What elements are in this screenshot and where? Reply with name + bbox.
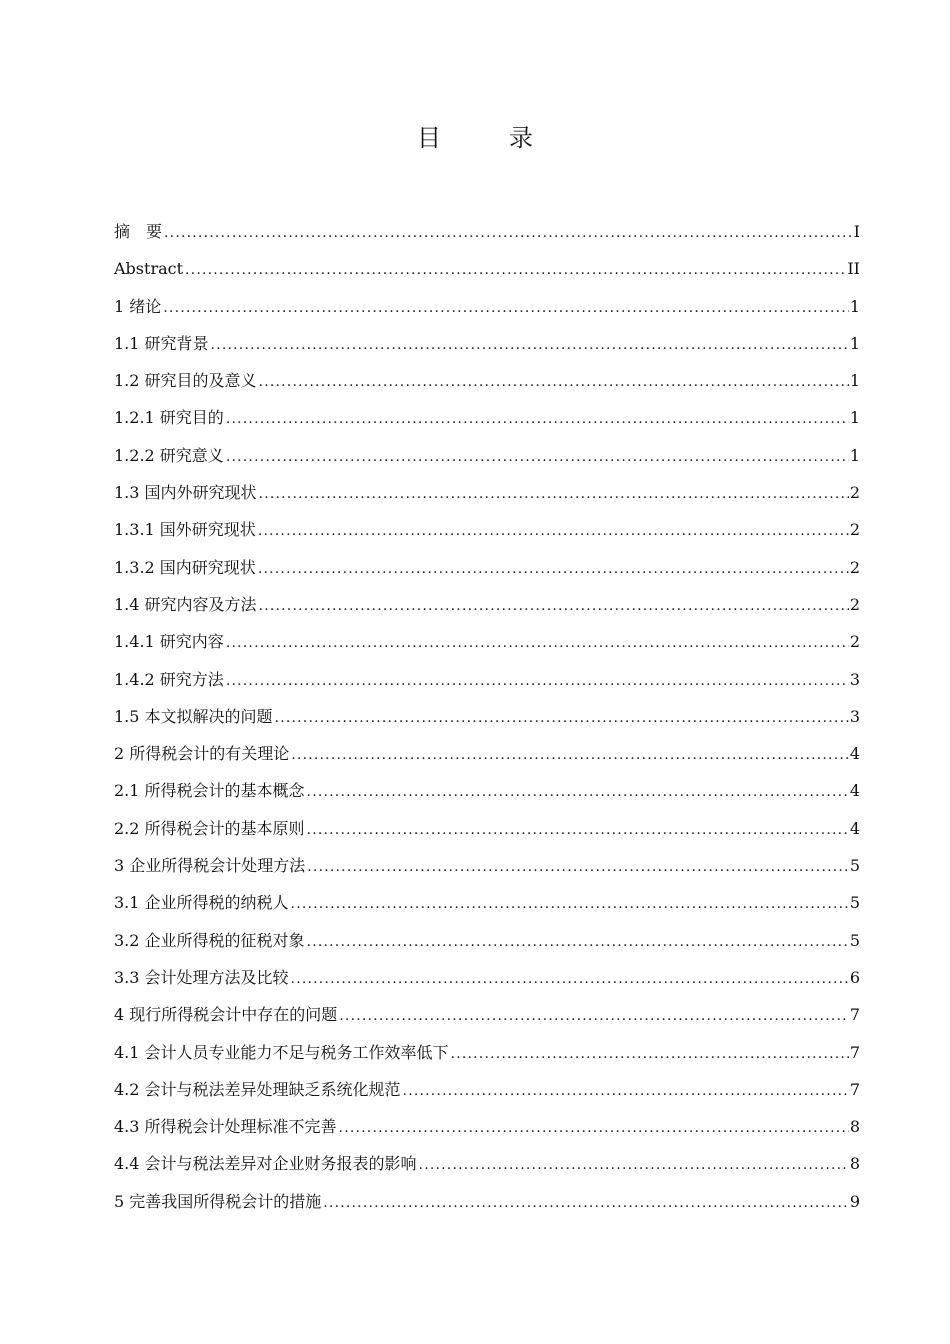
toc-leader-dots — [259, 370, 849, 394]
toc-entry-label: 1.2 研究目的及意义 — [114, 371, 257, 391]
toc-entry-label: 4.3 所得税会计处理标准不完善 — [114, 1117, 337, 1137]
toc-list — [114, 220, 860, 1227]
toc-entry-page-number: 7 — [849, 1079, 860, 1099]
toc-entry-label: 2.2 所得税会计的基本原则 — [114, 818, 305, 838]
toc-entry-label: 1.4.1 研究内容 — [114, 632, 224, 652]
toc-entry-label: 1.1 研究背景 — [114, 333, 209, 353]
toc-entry-page-number: 7 — [849, 1005, 860, 1025]
toc-leader-dots — [307, 855, 849, 879]
toc-entry[interactable] — [114, 1078, 860, 1115]
toc-entry-label: Abstract — [114, 259, 184, 279]
toc-entry-label: 1.4.2 研究方法 — [114, 669, 224, 689]
toc-entry-page-number: 9 — [849, 1191, 860, 1211]
toc-entry[interactable] — [114, 1152, 860, 1189]
toc-leader-dots — [419, 1153, 849, 1177]
toc-leader-dots — [164, 221, 853, 245]
toc-entry[interactable] — [114, 332, 860, 369]
toc-entry-label: 1.2.1 研究目的 — [114, 408, 224, 428]
toc-leader-dots — [259, 482, 849, 506]
toc-leader-dots — [185, 258, 846, 282]
toc-entry[interactable] — [114, 1041, 860, 1078]
toc-entry-label: 3.1 企业所得税的纳税人 — [114, 893, 289, 913]
toc-entry-label: 摘 要 — [114, 222, 163, 241]
toc-entry[interactable] — [114, 630, 860, 667]
toc-leader-dots — [275, 706, 849, 730]
toc-entry-label: 1.5 本文拟解决的问题 — [114, 706, 273, 726]
toc-leader-dots — [307, 818, 849, 842]
toc-entry-page-number: 5 — [849, 856, 860, 876]
toc-entry-page-number: 1 — [849, 445, 860, 465]
toc-entry-label: 3.3 会计处理方法及比较 — [114, 967, 289, 987]
toc-entry[interactable] — [114, 1115, 860, 1152]
toc-entry[interactable] — [114, 1190, 860, 1227]
toc-leader-dots — [226, 669, 849, 693]
toc-leader-dots — [226, 631, 849, 655]
toc-leader-dots — [258, 557, 849, 581]
toc-entry-label: 1.3.2 国内研究现状 — [114, 557, 256, 577]
toc-entry-page-number: 4 — [849, 744, 860, 764]
toc-leader-dots — [211, 333, 849, 357]
toc-entry-label: 4.2 会计与税法差异处理缺乏系统化规范 — [114, 1079, 401, 1099]
toc-entry-page-number: 1 — [849, 333, 860, 353]
toc-entry-page-number: I — [853, 222, 860, 241]
toc-entry-page-number: 8 — [849, 1154, 860, 1174]
toc-entry-label: 1.3.1 国外研究现状 — [114, 520, 256, 540]
toc-entry-label: 1.2.2 研究意义 — [114, 445, 224, 465]
toc-entry[interactable] — [114, 705, 860, 742]
toc-leader-dots — [323, 1191, 849, 1215]
toc-entry-page-number: 5 — [849, 893, 860, 913]
toc-entry-page-number: 6 — [849, 967, 860, 987]
toc-entry-label: 1.3 国内外研究现状 — [114, 483, 257, 503]
toc-leader-dots — [259, 594, 849, 618]
toc-entry[interactable] — [114, 406, 860, 443]
toc-entry[interactable] — [114, 369, 860, 406]
toc-entry[interactable] — [114, 556, 860, 593]
toc-entry[interactable] — [114, 295, 860, 332]
toc-entry-page-number: 2 — [849, 483, 860, 503]
toc-entry-label: 2 所得税会计的有关理论 — [114, 744, 290, 764]
toc-entry-page-number: 3 — [849, 669, 860, 689]
toc-leader-dots — [451, 1042, 849, 1066]
toc-leader-dots — [339, 1116, 849, 1140]
toc-entry-label: 4.1 会计人员专业能力不足与税务工作效率低下 — [114, 1042, 449, 1062]
toc-entry[interactable] — [114, 742, 860, 779]
toc-entry-page-number: 3 — [849, 706, 860, 726]
toc-entry[interactable] — [114, 929, 860, 966]
toc-entry[interactable] — [114, 854, 860, 891]
toc-entry-page-number: 2 — [849, 632, 860, 652]
toc-entry-label: 4 现行所得税会计中存在的问题 — [114, 1005, 338, 1025]
toc-leader-dots — [226, 445, 849, 469]
toc-entry-page-number: 2 — [849, 594, 860, 614]
toc-entry-page-number: 8 — [849, 1117, 860, 1137]
toc-entry-page-number: 5 — [849, 930, 860, 950]
toc-entry[interactable] — [114, 481, 860, 518]
toc-entry-page-number: 2 — [849, 520, 860, 540]
toc-leader-dots — [163, 296, 849, 320]
toc-entry-page-number: 2 — [849, 557, 860, 577]
toc-leader-dots — [291, 743, 849, 767]
toc-entry[interactable] — [114, 444, 860, 481]
toc-entry-label: 1.4 研究内容及方法 — [114, 594, 257, 614]
toc-leader-dots — [258, 519, 849, 543]
toc-entry-page-number: 1 — [849, 296, 860, 316]
toc-entry-label: 3.2 企业所得税的征税对象 — [114, 930, 305, 950]
toc-entry-label: 2.1 所得税会计的基本概念 — [114, 781, 305, 801]
toc-entry[interactable] — [114, 779, 860, 816]
toc-entry[interactable] — [114, 1003, 860, 1040]
toc-entry-label: 1 绪论 — [114, 296, 162, 316]
toc-entry-label: 4.4 会计与税法差异对企业财务报表的影响 — [114, 1154, 417, 1174]
toc-entry[interactable] — [114, 518, 860, 555]
toc-entry-page-number: 4 — [849, 781, 860, 801]
toc-entry[interactable] — [114, 257, 860, 294]
toc-entry-page-number: 1 — [849, 408, 860, 428]
toc-entry[interactable] — [114, 668, 860, 705]
toc-entry[interactable] — [114, 817, 860, 854]
toc-leader-dots — [339, 1004, 849, 1028]
toc-leader-dots — [403, 1079, 849, 1103]
toc-entry-page-number: 4 — [849, 818, 860, 838]
toc-leader-dots — [291, 892, 849, 916]
toc-entry-page-number: 7 — [849, 1042, 860, 1062]
toc-leader-dots — [291, 967, 849, 991]
toc-leader-dots — [307, 780, 849, 804]
toc-leader-dots — [226, 407, 849, 431]
toc-entry[interactable] — [114, 966, 860, 1003]
toc-entry[interactable] — [114, 891, 860, 928]
toc-entry-label: 3 企业所得税会计处理方法 — [114, 856, 306, 876]
toc-entry-page-number: II — [847, 259, 860, 279]
toc-entry[interactable] — [114, 593, 860, 630]
toc-entry[interactable] — [114, 220, 860, 257]
toc-title: 目 录 — [417, 124, 555, 152]
toc-entry-page-number: 1 — [849, 371, 860, 391]
toc-leader-dots — [307, 930, 849, 954]
toc-entry-label: 5 完善我国所得税会计的措施 — [114, 1191, 322, 1211]
